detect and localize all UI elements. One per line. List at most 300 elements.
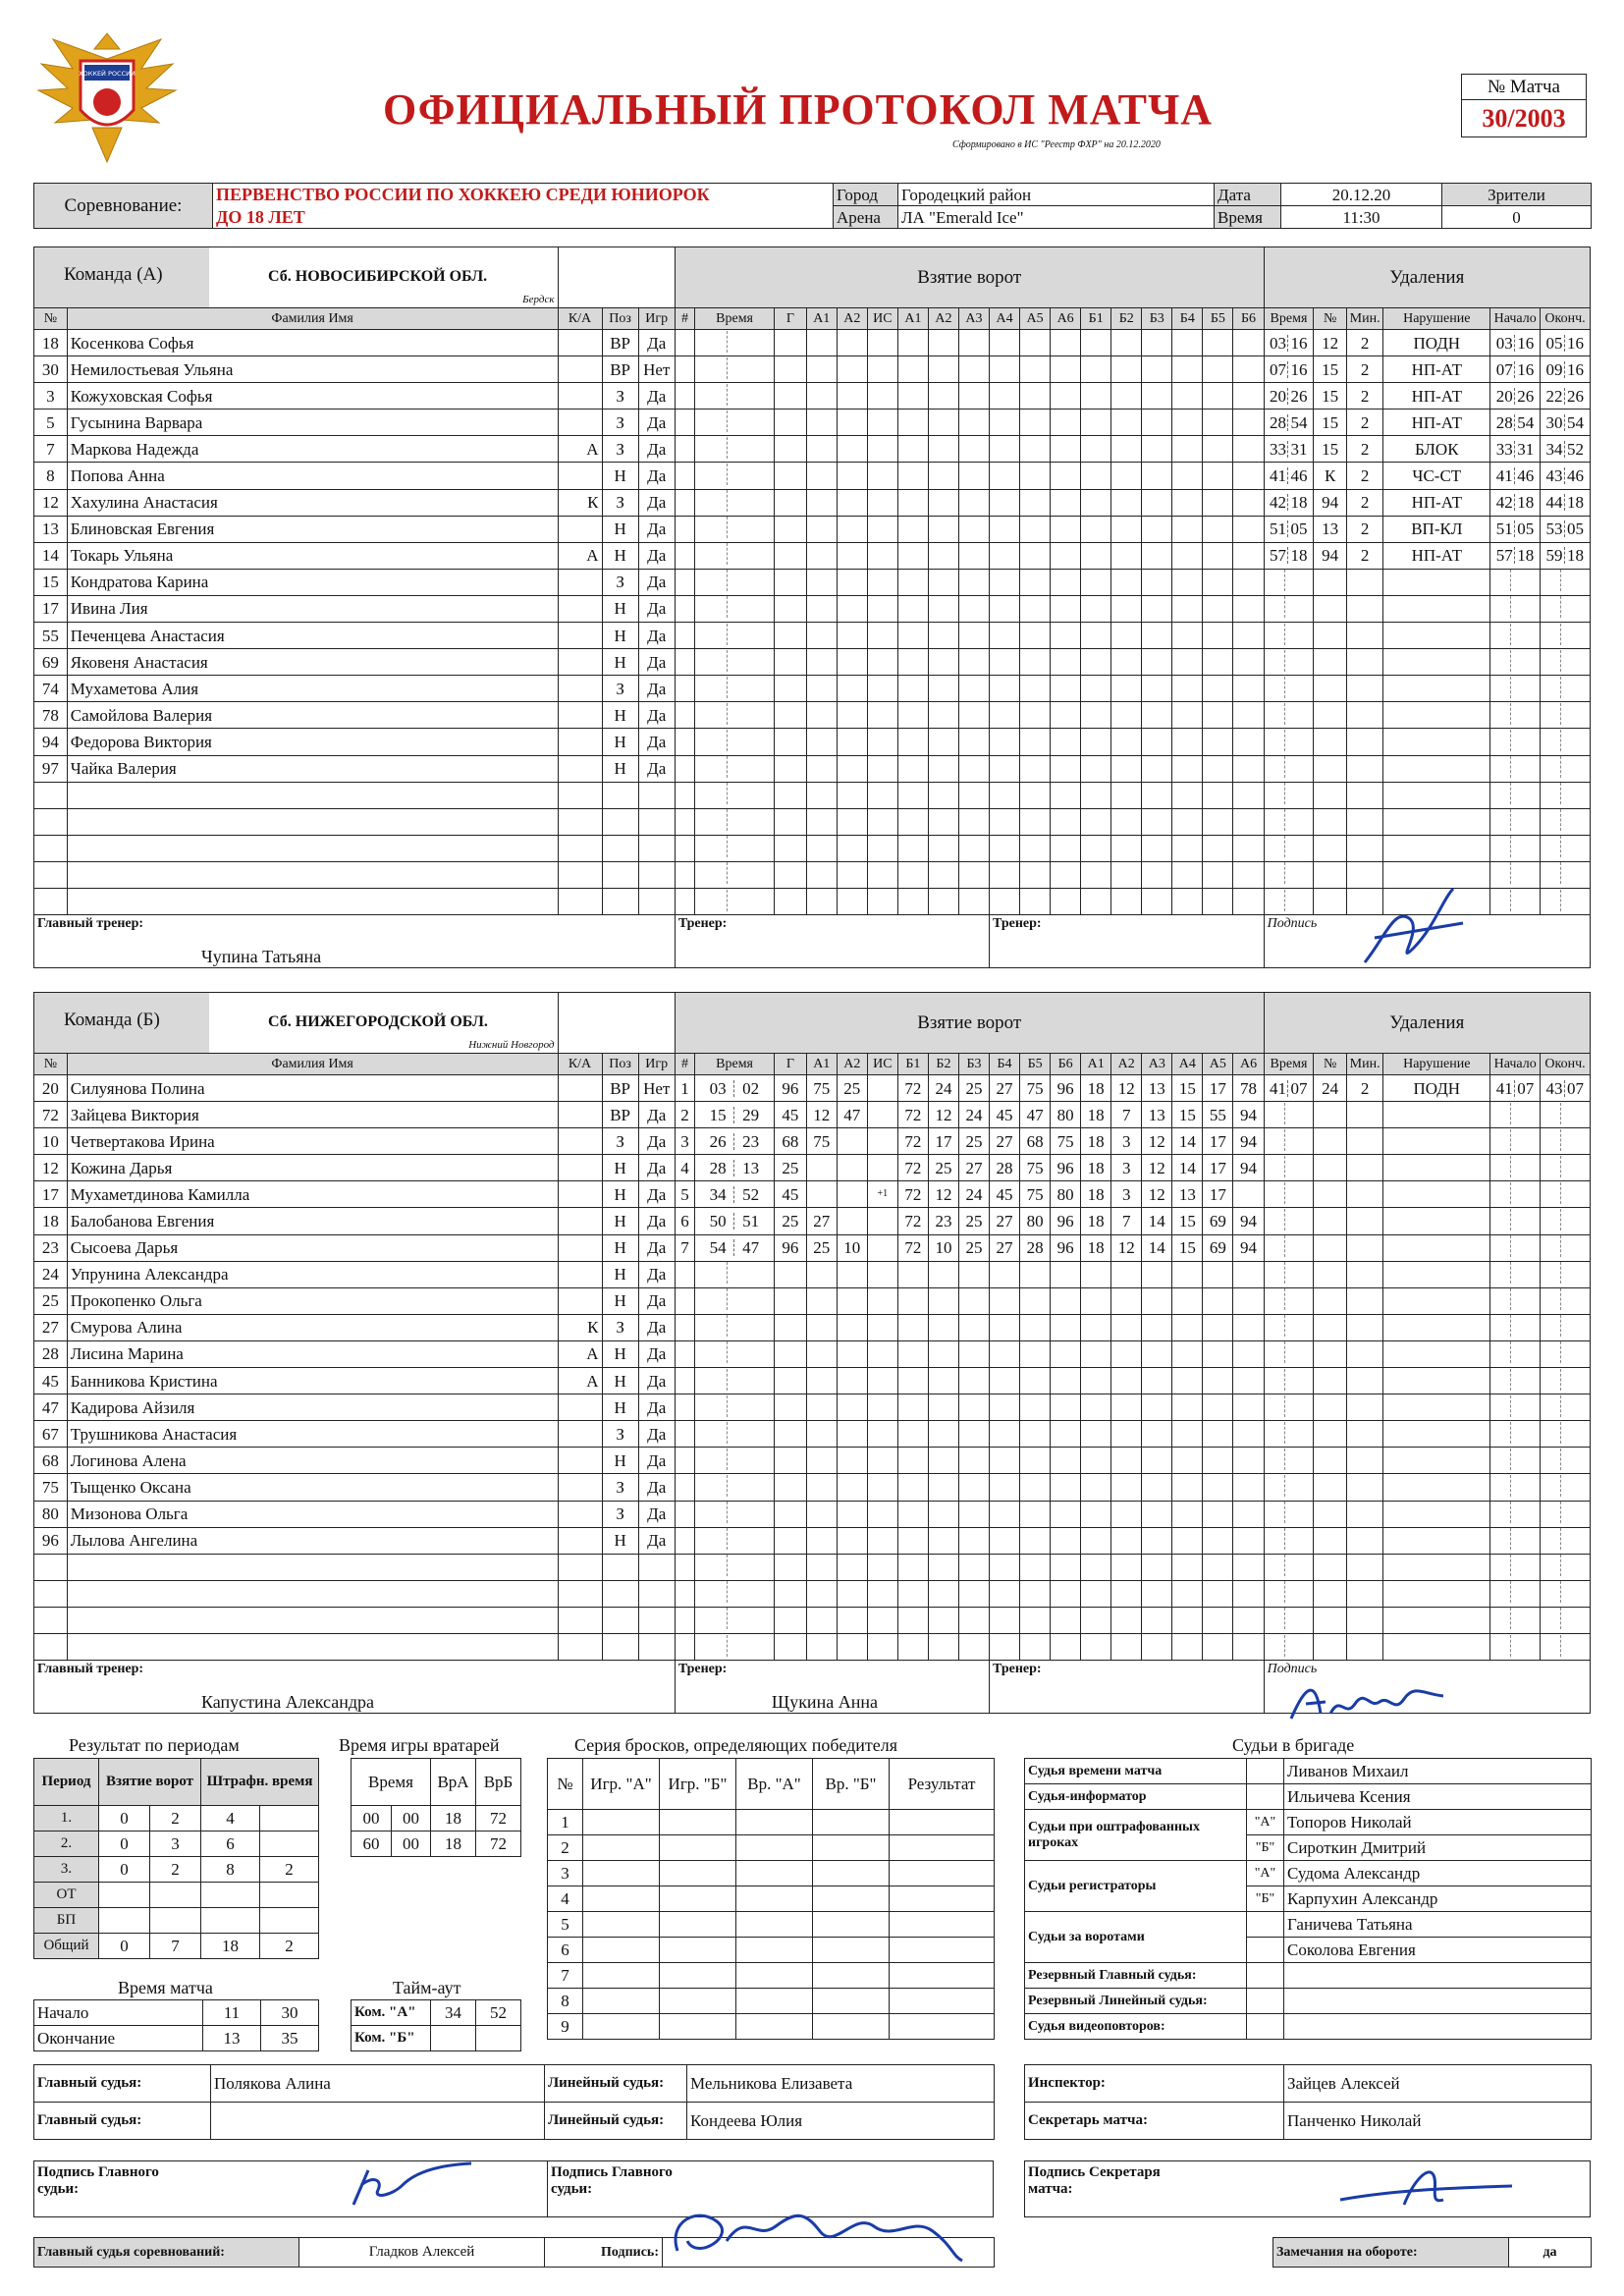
goal-min: 34 <box>702 1186 734 1203</box>
goal-onice-player: 24 <box>958 1102 989 1128</box>
penalty-end <box>1541 516 1591 542</box>
teamB-head-coach-cell <box>34 1661 676 1714</box>
player-plays: Да <box>638 1448 675 1474</box>
chief-label: Главный судья соревнований: <box>34 2238 299 2268</box>
player-plays: Да <box>638 1181 675 1208</box>
timeout-b-label: Ком. "Б" <box>352 2026 431 2051</box>
player-captain <box>558 1287 602 1314</box>
goal-onice-player: 72 <box>897 1102 928 1128</box>
sign-label: Подпись: <box>545 2238 663 2268</box>
penalty-start-min: 42 <box>1494 494 1515 511</box>
player-number <box>34 888 68 914</box>
teamA-hdr-onice: ИС <box>867 308 897 330</box>
player-position: З <box>602 569 638 595</box>
player-row <box>34 1421 1591 1448</box>
player-plays: Да <box>638 1155 675 1181</box>
referees-table <box>1024 1758 1592 2040</box>
teamB-hdr-onice: Б3 <box>958 1054 989 1075</box>
player-plays <box>638 782 675 808</box>
teamA-hdr-hash: # <box>675 308 694 330</box>
penalty-end-min: 43 <box>1544 1080 1565 1097</box>
teamB-hdr-onice: А4 <box>1172 1054 1203 1075</box>
goal-min: 54 <box>702 1239 734 1256</box>
head-coach-name: Чупина Татьяна <box>201 947 322 967</box>
city-label: Город <box>834 184 898 206</box>
teamB-hdr-pen_time: Время <box>1264 1054 1314 1075</box>
teamA-hdr-onice: Б1 <box>1081 308 1111 330</box>
player-number: 69 <box>34 649 68 676</box>
player-captain <box>558 1075 602 1102</box>
teamB-hdr-onice: А2 <box>837 1054 867 1075</box>
teamA-hdr-onice: А2 <box>837 308 867 330</box>
goal-onice-player: 27 <box>990 1208 1020 1234</box>
period-pen-a: 4 <box>201 1806 260 1831</box>
secretary: Панченко Николай <box>1284 2103 1592 2140</box>
player-row <box>34 489 1591 516</box>
main-ref1: Полякова Алина <box>211 2065 545 2103</box>
goal-time <box>695 1155 775 1181</box>
goal-onice-player: 15 <box>1172 1102 1203 1128</box>
protocol-title: ОФИЦИАЛЬНЫЙ ПРОТОКОЛ МАТЧА <box>383 85 1214 134</box>
period-goals-a: 0 <box>99 1831 150 1857</box>
player-plays <box>638 1580 675 1607</box>
teamA-hdr-onice: Б6 <box>1233 308 1264 330</box>
player-row <box>34 1394 1591 1421</box>
penalty-player: 15 <box>1314 436 1347 463</box>
goal-onice-player: 75 <box>1051 1128 1081 1155</box>
teamA-hdr-ka: К/А <box>558 308 602 330</box>
goal-assist2 <box>837 1208 867 1234</box>
goal-min: 26 <box>702 1133 734 1150</box>
penalty-start-min: 51 <box>1494 520 1515 537</box>
player-row <box>34 1181 1591 1208</box>
referee-row <box>1025 1963 1592 1989</box>
referee-row <box>1025 1989 1592 2014</box>
line-ref1-label: Линейный судья: <box>545 2065 687 2103</box>
penalty-infraction: НП-АТ <box>1383 410 1490 436</box>
penalty-start <box>1490 330 1541 356</box>
gk-title: Время игры вратарей <box>339 1735 500 1755</box>
player-position: ВР <box>602 1075 638 1102</box>
teamB-hdr-onice: Б4 <box>990 1054 1020 1075</box>
goal-min: 15 <box>702 1107 734 1123</box>
competition-line2: ДО 18 ЛЕТ <box>213 206 834 229</box>
goal-time <box>695 1102 775 1128</box>
teamA-name: Сб. НОВОСИБИРСКОЙ ОБЛ. <box>209 247 558 307</box>
player-position: З <box>602 1128 638 1155</box>
penalty-minutes: 2 <box>1347 436 1383 463</box>
player-row <box>34 676 1591 702</box>
goal-onice-player: 15 <box>1172 1208 1203 1234</box>
player-position <box>602 835 638 861</box>
teamA-hdr-pen_start: Начало <box>1490 308 1541 330</box>
player-row <box>34 1448 1591 1474</box>
player-plays: Да <box>638 1340 675 1367</box>
player-number: 75 <box>34 1474 68 1501</box>
player-name: Немилостьевая Ульяна <box>67 356 558 383</box>
goal-onice-player: 25 <box>958 1208 989 1234</box>
period-pen-b: 2 <box>260 1857 319 1883</box>
penalty-time <box>1264 356 1314 383</box>
referee-row <box>1025 1759 1592 1784</box>
player-number: 15 <box>34 569 68 595</box>
competition-line1: ПЕРВЕНСТВО РОССИИ ПО ХОККЕЮ СРЕДИ ЮНИОРОК <box>213 184 834 206</box>
goal-onice-player: 80 <box>1051 1181 1081 1208</box>
referee-row <box>1025 1810 1592 1835</box>
player-captain <box>558 569 602 595</box>
teamB-hdr-onice: Б1 <box>897 1054 928 1075</box>
goal-number: 5 <box>675 1181 694 1208</box>
goal-onice-player: 72 <box>897 1181 928 1208</box>
penalty-player: 24 <box>1314 1075 1347 1102</box>
referee-role: Резервный Главный судья: <box>1025 1963 1247 1989</box>
so-pa-header: Игр. "А" <box>583 1759 660 1810</box>
player-row <box>34 1155 1591 1181</box>
penalty-time-sec: 05 <box>1290 519 1308 539</box>
player-name: Мухаметдинова Камилла <box>67 1181 558 1208</box>
player-row <box>34 782 1591 808</box>
teamB-hdr-onice: А6 <box>1233 1054 1264 1075</box>
penalty-end-sec: 26 <box>1567 386 1584 406</box>
player-number: 45 <box>34 1368 68 1394</box>
goal-onice-player: 23 <box>928 1208 958 1234</box>
penalty-end <box>1541 410 1591 436</box>
goal-onice-player: 55 <box>1203 1102 1233 1128</box>
match-time-table <box>33 1999 319 2051</box>
goal-scorer: 25 <box>775 1155 807 1181</box>
player-position: Н <box>602 463 638 489</box>
teamA-coach-cell <box>675 915 989 968</box>
player-captain <box>558 1580 602 1607</box>
penalty-end-sec: 18 <box>1567 493 1584 513</box>
period-goals-b: 3 <box>150 1831 201 1857</box>
player-number <box>34 808 68 835</box>
goal-onice-player: 94 <box>1233 1234 1264 1261</box>
referee-tag <box>1247 1912 1284 1938</box>
player-name: Упрунина Александра <box>67 1261 558 1287</box>
period-row <box>34 1831 319 1857</box>
so-ga-header: Вр. "А" <box>736 1759 813 1810</box>
player-name: Трушникова Анастасия <box>67 1421 558 1448</box>
goal-scorer: 68 <box>775 1128 807 1155</box>
penalty-start-min: 07 <box>1494 361 1515 378</box>
gk-m: 60 <box>352 1831 392 1857</box>
goal-sec: 13 <box>742 1158 760 1177</box>
goal-onice-player: 17 <box>928 1128 958 1155</box>
player-row <box>34 623 1591 649</box>
teamA-hdr-no: № <box>34 308 68 330</box>
generated-note: Сформировано в ИС "Реестр ФХР" на 20.12.2020 <box>952 139 1161 150</box>
player-number: 55 <box>34 623 68 649</box>
player-plays: Да <box>638 1394 675 1421</box>
player-number: 18 <box>34 1208 68 1234</box>
goal-onice-player: 96 <box>1051 1075 1081 1102</box>
player-position: Н <box>602 1181 638 1208</box>
penalty-end <box>1541 383 1591 410</box>
chief-signature <box>658 2182 982 2266</box>
teamB-hdr-onice: А2 <box>1111 1054 1142 1075</box>
sign-secr-label: Подпись Секретаря матча: <box>1028 2164 1161 2197</box>
goal-sec: 47 <box>742 1238 760 1258</box>
player-plays: Да <box>638 542 675 569</box>
player-captain: А <box>558 1368 602 1394</box>
goal-sec: 02 <box>742 1078 760 1098</box>
player-captain <box>558 1234 602 1261</box>
gk-b-header: ВрБ <box>476 1759 521 1806</box>
teamB-title-cell <box>34 993 559 1054</box>
player-position: Н <box>602 649 638 676</box>
period-goals-b <box>150 1908 201 1934</box>
penalty-start-sec: 18 <box>1517 493 1535 513</box>
team-a-section <box>33 246 1591 985</box>
player-captain <box>558 1128 602 1155</box>
player-row <box>34 383 1591 410</box>
player-number: 14 <box>34 542 68 569</box>
goal-number: 7 <box>675 1234 694 1261</box>
goal-onice-player: 72 <box>897 1234 928 1261</box>
period-pen-a: 18 <box>201 1934 260 1959</box>
player-number: 25 <box>34 1287 68 1314</box>
teamA-hdr-pen_infr: Нарушение <box>1383 308 1490 330</box>
player-name: Яковеня Анастасия <box>67 649 558 676</box>
player-plays: Да <box>638 1527 675 1554</box>
goal-onice-player: 12 <box>1142 1155 1172 1181</box>
player-row <box>34 436 1591 463</box>
player-number: 13 <box>34 516 68 542</box>
penalty-minutes: 2 <box>1347 542 1383 569</box>
teamA-hdr-onice: Б4 <box>1172 308 1203 330</box>
penalty-time-min: 07 <box>1268 361 1288 378</box>
penalty-time-sec: 54 <box>1290 412 1308 432</box>
goal-scorer: 96 <box>775 1075 807 1102</box>
teamB-hdr-onice: Б6 <box>1051 1054 1081 1075</box>
goal-situation <box>867 1075 897 1102</box>
player-plays: Да <box>638 1421 675 1448</box>
player-plays: Да <box>638 489 675 516</box>
period-row <box>34 1934 319 1959</box>
penalty-start-min: 03 <box>1494 335 1515 352</box>
coach2-label: Тренер: <box>993 1662 1042 1677</box>
penalty-end-min: 09 <box>1544 361 1565 378</box>
gk-a: 18 <box>431 1806 476 1831</box>
penalty-time-min: 33 <box>1268 441 1288 458</box>
timeout-a-sec: 52 <box>476 2000 521 2026</box>
goal-situation <box>867 1102 897 1128</box>
penalty-player: 94 <box>1314 542 1347 569</box>
referee-name: Топоров Николай <box>1284 1810 1592 1835</box>
penalty-end-sec: 16 <box>1567 359 1584 379</box>
player-plays: Да <box>638 1501 675 1527</box>
player-captain <box>558 1155 602 1181</box>
goal-onice-player: 10 <box>928 1234 958 1261</box>
player-position: З <box>602 489 638 516</box>
player-position: Н <box>602 1368 638 1394</box>
player-name: Банникова Кристина <box>67 1368 558 1394</box>
player-position: З <box>602 410 638 436</box>
match-number: 30/2003 <box>1462 100 1587 137</box>
penalty-end-sec: 46 <box>1567 466 1584 486</box>
goal-onice-player: 18 <box>1081 1181 1111 1208</box>
teamA-city: Бердск <box>522 294 555 305</box>
player-row <box>34 1527 1591 1554</box>
gk-time-header: Время <box>352 1759 431 1806</box>
penalty-end-sec: 54 <box>1567 412 1584 432</box>
goal-assist1: 75 <box>806 1075 837 1102</box>
time-label: Время <box>1215 206 1281 229</box>
teamB-hdr-ka: К/А <box>558 1054 602 1075</box>
penalty-start-sec: 54 <box>1517 412 1535 432</box>
goal-onice-player: 72 <box>897 1075 928 1102</box>
goal-onice-player: 17 <box>1203 1181 1233 1208</box>
shootout-row <box>548 1810 995 1835</box>
line-ref2-label: Линейный судья: <box>545 2103 687 2140</box>
end-min: 35 <box>261 2026 319 2051</box>
player-captain <box>558 383 602 410</box>
player-captain <box>558 1394 602 1421</box>
player-plays: Да <box>638 516 675 542</box>
penalty-player: 13 <box>1314 516 1347 542</box>
goal-onice-player: 27 <box>990 1128 1020 1155</box>
goal-onice-player: 12 <box>1111 1075 1142 1102</box>
period-pen-b <box>260 1806 319 1831</box>
penalty-end-sec: 16 <box>1567 333 1584 353</box>
player-name <box>67 1580 558 1607</box>
player-captain: А <box>558 1340 602 1367</box>
teamB-hdr-onice: А1 <box>806 1054 837 1075</box>
teamA-hdr-onice: Б3 <box>1142 308 1172 330</box>
penalty-start-sec: 07 <box>1517 1078 1535 1098</box>
player-plays: Да <box>638 649 675 676</box>
goal-onice-player: 12 <box>928 1181 958 1208</box>
player-plays: Да <box>638 1208 675 1234</box>
player-number: 23 <box>34 1234 68 1261</box>
player-number <box>34 835 68 861</box>
player-plays <box>638 835 675 861</box>
penalty-end <box>1541 1075 1591 1102</box>
referee-name <box>1284 1963 1592 1989</box>
player-plays: Да <box>638 1128 675 1155</box>
teamA-hdr-pen_min: Мин. <box>1347 308 1383 330</box>
player-row <box>34 1554 1591 1580</box>
player-captain <box>558 755 602 782</box>
player-row <box>34 542 1591 569</box>
so-result-header: Результат <box>890 1759 995 1810</box>
penalty-minutes: 2 <box>1347 463 1383 489</box>
penalty-end <box>1541 356 1591 383</box>
secretary-label: Секретарь матча: <box>1025 2103 1284 2140</box>
player-row <box>34 1102 1591 1128</box>
goal-onice-player: 94 <box>1233 1155 1264 1181</box>
period-row <box>34 1908 319 1934</box>
player-name: Смурова Алина <box>67 1314 558 1340</box>
player-plays: Да <box>638 729 675 755</box>
teamB-hdr-pen_min: Мин. <box>1347 1054 1383 1075</box>
player-position: Н <box>602 755 638 782</box>
player-plays: Да <box>638 1102 675 1128</box>
penalty-infraction: ПОДН <box>1383 1075 1490 1102</box>
player-name: Блиновская Евгения <box>67 516 558 542</box>
player-name: Зайцева Виктория <box>67 1102 558 1128</box>
player-number: 96 <box>34 1527 68 1554</box>
player-position: ВР <box>602 356 638 383</box>
penalty-minutes: 2 <box>1347 1075 1383 1102</box>
teamA-hdr-onice: Б5 <box>1203 308 1233 330</box>
player-name <box>67 1554 558 1580</box>
goal-onice-player: 80 <box>1051 1102 1081 1128</box>
penalty-time <box>1264 1075 1314 1102</box>
start-hour: 11 <box>203 2000 261 2026</box>
penalty-time <box>1264 463 1314 489</box>
period-row <box>34 1883 319 1908</box>
player-captain <box>558 463 602 489</box>
goal-onice-player: 75 <box>1020 1181 1051 1208</box>
goal-assist2: 47 <box>837 1102 867 1128</box>
goal-time <box>695 1181 775 1208</box>
player-plays: Нет <box>638 1075 675 1102</box>
teamA-head-coach-cell <box>34 915 676 968</box>
goal-onice-player: 80 <box>1020 1208 1051 1234</box>
period-goals-a: 0 <box>99 1857 150 1883</box>
period-name: Общий <box>34 1934 99 1959</box>
gk-a: 18 <box>431 1831 476 1857</box>
player-row <box>34 1501 1591 1527</box>
player-position <box>602 1633 638 1660</box>
player-position: Н <box>602 1527 638 1554</box>
penalty-end-sec: 05 <box>1567 519 1584 539</box>
teamB-hdr-time: Время <box>695 1054 775 1075</box>
federation-logo <box>33 29 181 169</box>
gk-row <box>352 1806 521 1831</box>
player-number <box>34 861 68 888</box>
period-goals-b <box>150 1883 201 1908</box>
penalty-minutes: 2 <box>1347 383 1383 410</box>
goal-onice-player: 17 <box>1203 1075 1233 1102</box>
coach2-label: Тренер: <box>993 916 1042 932</box>
player-name: Прокопенко Ольга <box>67 1287 558 1314</box>
teamB-hdr-hash: # <box>675 1054 694 1075</box>
penalty-start <box>1490 383 1541 410</box>
penalty-time-min: 03 <box>1268 335 1288 352</box>
match-time-title: Время матча <box>118 1978 213 1997</box>
player-row <box>34 1368 1591 1394</box>
player-plays <box>638 1633 675 1660</box>
penalty-minutes: 2 <box>1347 330 1383 356</box>
line-ref2: Кондеева Юлия <box>687 2103 995 2140</box>
penalty-infraction: ВП-КЛ <box>1383 516 1490 542</box>
player-name: Печенцева Анастасия <box>67 623 558 649</box>
player-captain <box>558 1102 602 1128</box>
player-row <box>34 1474 1591 1501</box>
teamB-label: Команда (Б) <box>34 993 209 1053</box>
teamA-hdr-onice: А4 <box>990 308 1020 330</box>
referee-row <box>1025 1784 1592 1810</box>
period-goals-a <box>99 1883 150 1908</box>
penalty-start-sec: 46 <box>1517 466 1535 486</box>
shootout-number: 2 <box>548 1835 583 1861</box>
player-position: Н <box>602 729 638 755</box>
player-number: 97 <box>34 755 68 782</box>
player-plays: Да <box>638 1474 675 1501</box>
shootout-row <box>548 1861 995 1886</box>
player-number: 68 <box>34 1448 68 1474</box>
player-position: З <box>602 1314 638 1340</box>
player-row <box>34 1314 1591 1340</box>
match-info <box>33 183 1592 229</box>
gk-b: 72 <box>476 1831 521 1857</box>
shootout-number: 3 <box>548 1861 583 1886</box>
player-position: ВР <box>602 1102 638 1128</box>
teamB-hdr-name: Фамилия Имя <box>67 1054 558 1075</box>
